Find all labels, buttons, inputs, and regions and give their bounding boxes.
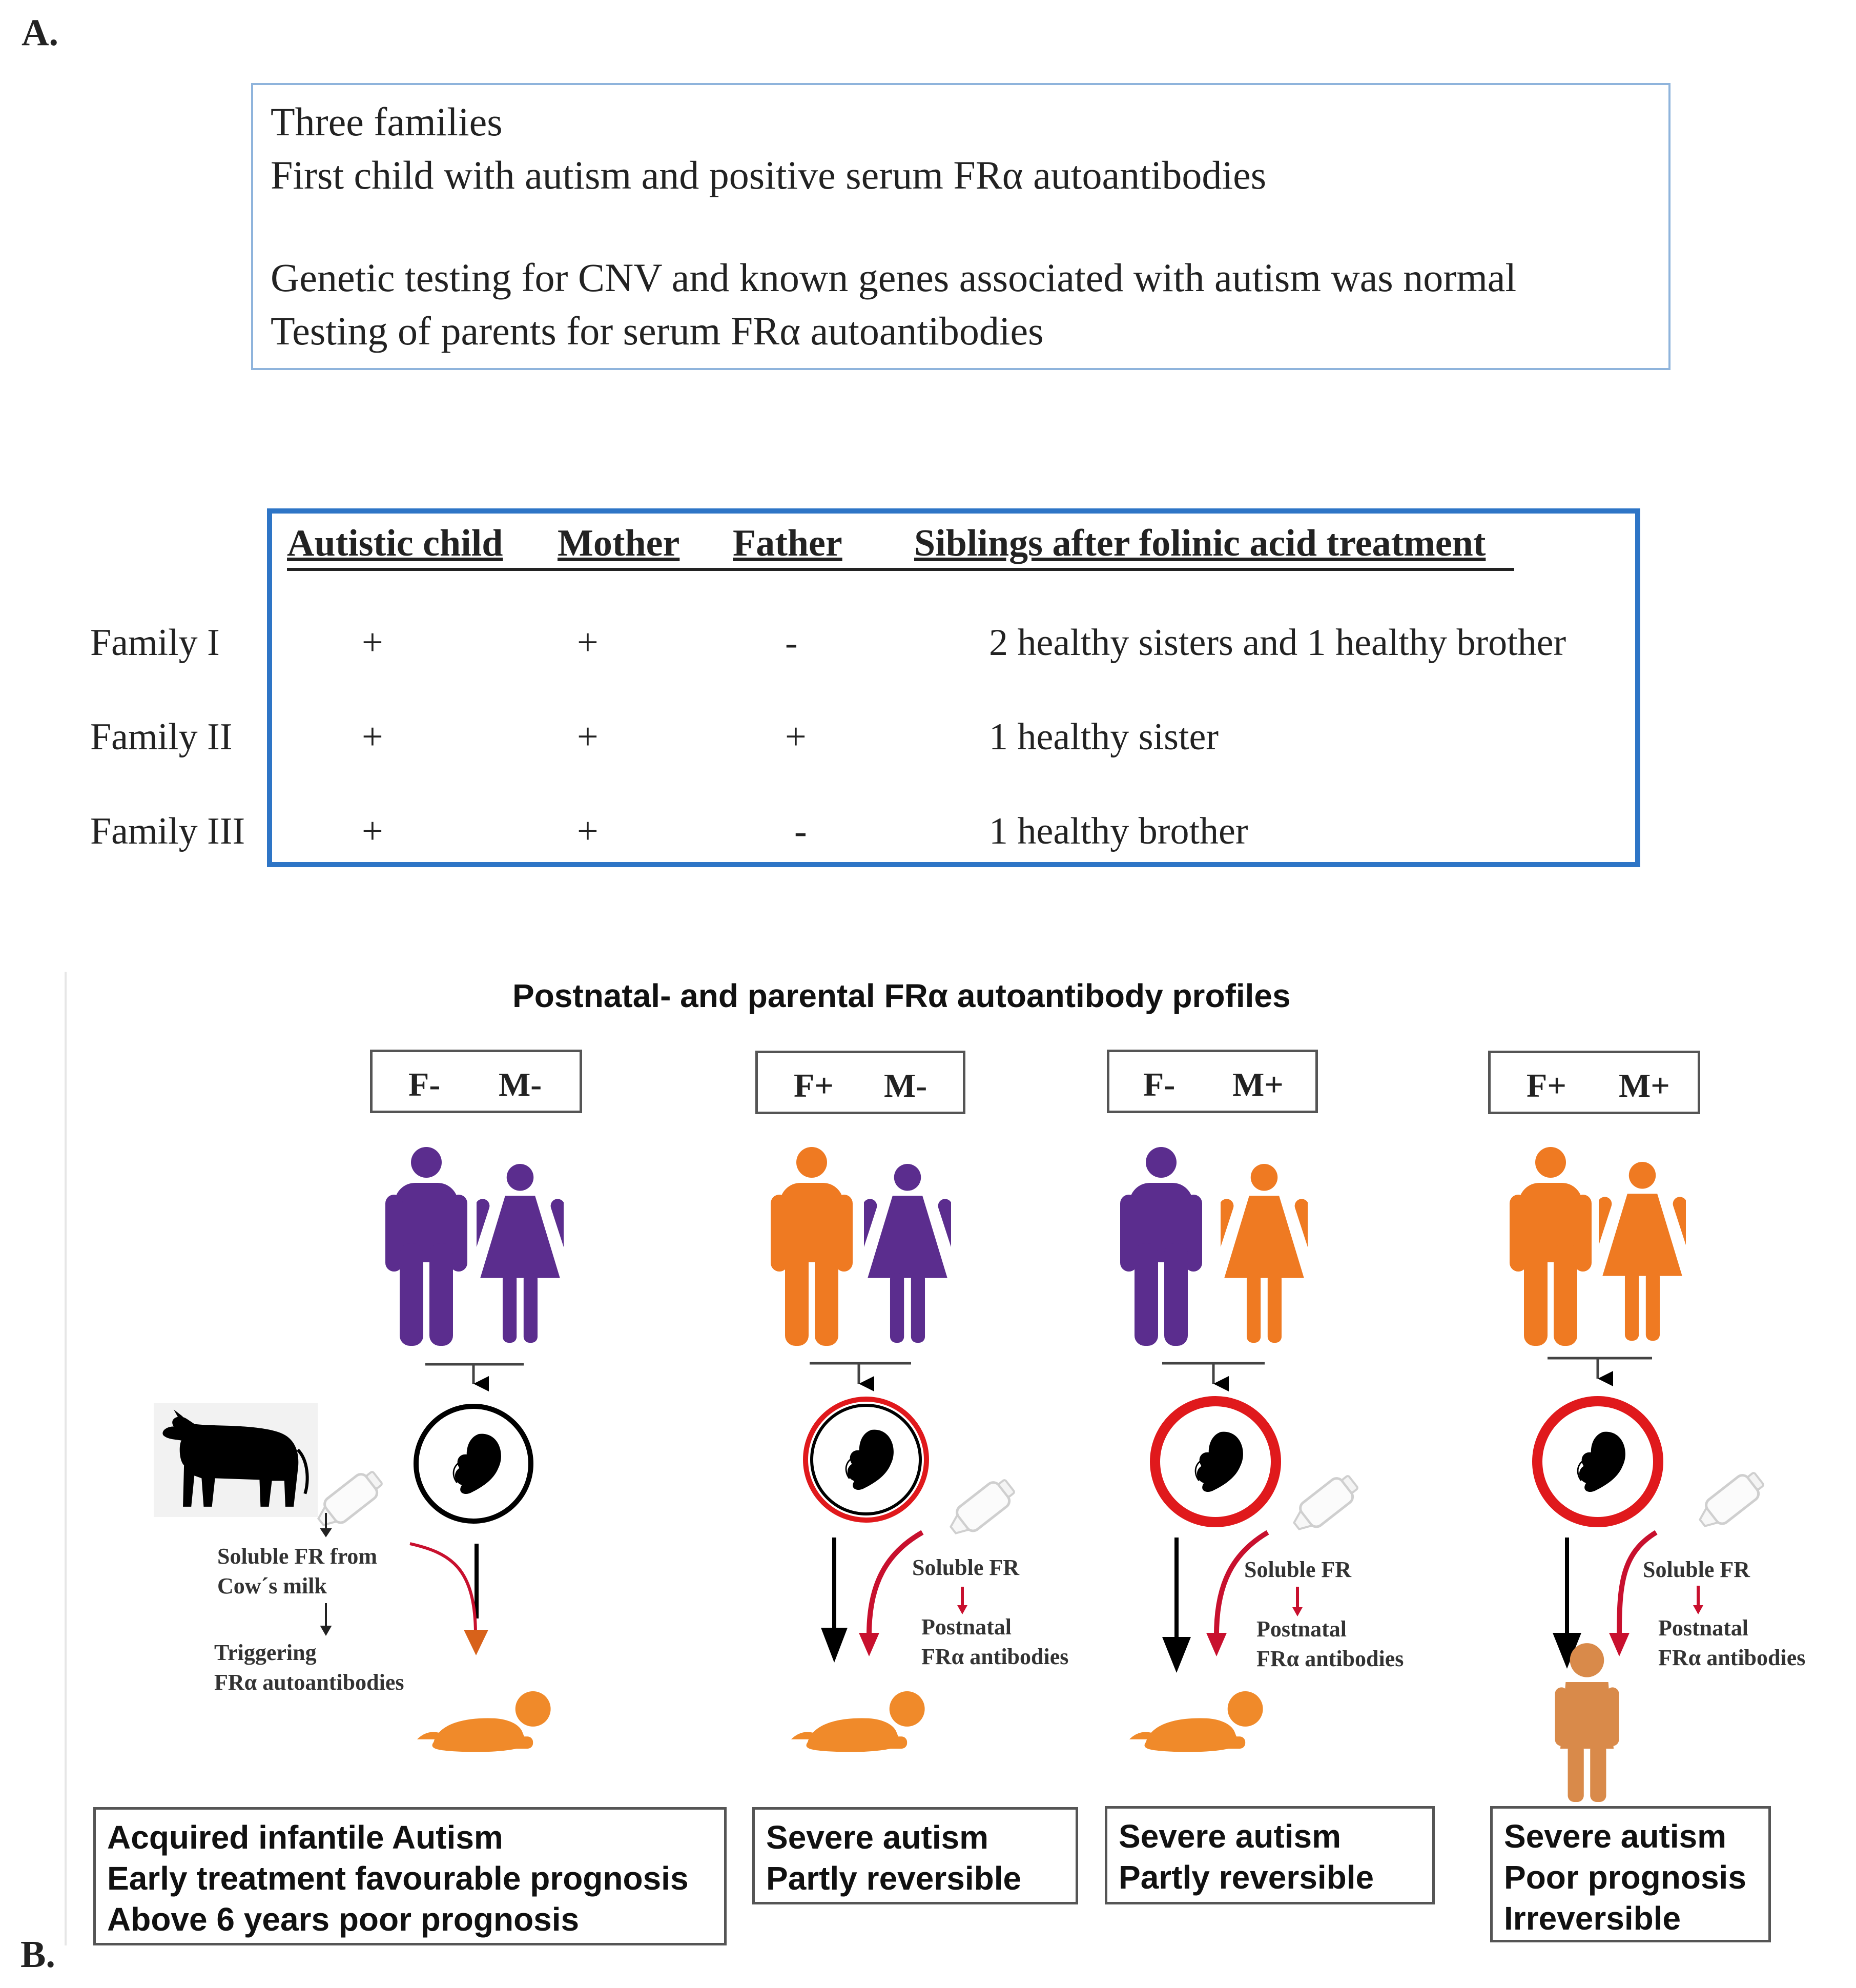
father-status: F+: [1527, 1067, 1566, 1104]
soluble-fr-label: Soluble FR: [1643, 1557, 1750, 1582]
mother-status: M+: [1232, 1066, 1284, 1103]
father-value: -: [785, 622, 798, 664]
bottle-icon: [944, 1474, 1019, 1541]
mother-value: +: [577, 716, 599, 758]
mother-figure-positive: [1204, 1164, 1325, 1343]
family-label: Family I: [90, 622, 220, 664]
father-figure-positive: [771, 1147, 853, 1346]
panel-b-title: Postnatal- and parental FRα autoantibody profiles: [512, 977, 1291, 1014]
mother-status: M-: [499, 1066, 542, 1103]
outcome-line: Severe autism: [766, 1819, 989, 1856]
postnatal-antibodies-label: Postnatal FRα antibodies: [1658, 1615, 1806, 1670]
info-line: Testing of parents for serum FRα autoantibodies: [271, 309, 1044, 353]
panel-a-label: A.: [22, 12, 58, 54]
outcome-line: Partly reversible: [766, 1860, 1022, 1897]
family-label: Family III: [90, 810, 245, 852]
outcome-line: Above 6 years poor prognosis: [107, 1901, 580, 1938]
info-line: First child with autism and positive serum FRα autoantibodies: [271, 153, 1267, 197]
father-figure-positive: [1510, 1147, 1592, 1346]
outcome-line: Irreversible: [1504, 1900, 1681, 1937]
father-status: F-: [1143, 1066, 1176, 1103]
siblings-value: 1 healthy brother: [989, 810, 1248, 852]
mother-status: M-: [884, 1067, 927, 1104]
mother-figure-positive: [1582, 1162, 1703, 1341]
info-line: Genetic testing for CNV and known genes associated with autism was normal: [271, 255, 1517, 300]
outcome-line: Partly reversible: [1119, 1859, 1374, 1896]
outcome-box: [1105, 1806, 1435, 1904]
header-father: Father: [733, 522, 842, 564]
header-autistic-child: Autistic child: [287, 522, 503, 564]
father-figure-negative: [1120, 1147, 1202, 1346]
mother-value: +: [577, 622, 599, 664]
siblings-value: 2 healthy sisters and 1 healthy brother: [989, 622, 1566, 664]
family-label: Family II: [90, 716, 233, 758]
child-value: +: [362, 716, 383, 758]
panel-b-label: B.: [20, 1934, 55, 1976]
infant-icon: [791, 1691, 925, 1752]
outcome-box: [1490, 1806, 1771, 1942]
father-value: -: [794, 810, 807, 852]
father-figure-negative: [385, 1147, 467, 1346]
outcome-box: [752, 1807, 1078, 1904]
bottle-icon: [312, 1466, 386, 1533]
father-status: F-: [408, 1066, 441, 1103]
outcome-box: [93, 1807, 727, 1945]
father-value: +: [785, 716, 807, 758]
header-mother: Mother: [558, 522, 680, 564]
outcome-line: Acquired infantile Autism: [107, 1819, 503, 1856]
infant-icon: [417, 1691, 551, 1752]
bottle-icon: [1288, 1470, 1362, 1537]
mother-figure-negative: [847, 1164, 968, 1343]
mother-status: M+: [1619, 1067, 1670, 1104]
bottle-icon: [1694, 1467, 1768, 1534]
postnatal-antibodies-label: Postnatal FRα antibodies: [1256, 1616, 1404, 1671]
cow-soluble-label: Soluble FR from Cow´s milk: [217, 1544, 378, 1598]
soluble-fr-label: Soluble FR: [912, 1555, 1020, 1580]
outcome-line: Severe autism: [1504, 1818, 1727, 1855]
postnatal-antibodies-label: Postnatal FRα antibodies: [921, 1614, 1069, 1669]
outcome-line: Severe autism: [1119, 1818, 1342, 1855]
toddler-icon: [1555, 1643, 1619, 1802]
info-line: Three families: [271, 99, 503, 144]
infant-icon: [1129, 1691, 1263, 1752]
siblings-value: 1 healthy sister: [989, 716, 1219, 758]
outcome-line: Poor prognosis: [1504, 1859, 1746, 1896]
mother-value: +: [577, 810, 599, 852]
soluble-fr-label: Soluble FR: [1244, 1557, 1352, 1582]
child-value: +: [362, 810, 383, 852]
father-status: F+: [794, 1067, 834, 1104]
mother-figure-negative: [460, 1164, 581, 1343]
child-value: +: [362, 622, 383, 664]
header-siblings: Siblings after folinic acid treatment: [914, 522, 1486, 564]
outcome-line: Early treatment favourable prognosis: [107, 1860, 689, 1897]
trigger-label: Triggering FRα autoantibodies: [214, 1640, 404, 1695]
